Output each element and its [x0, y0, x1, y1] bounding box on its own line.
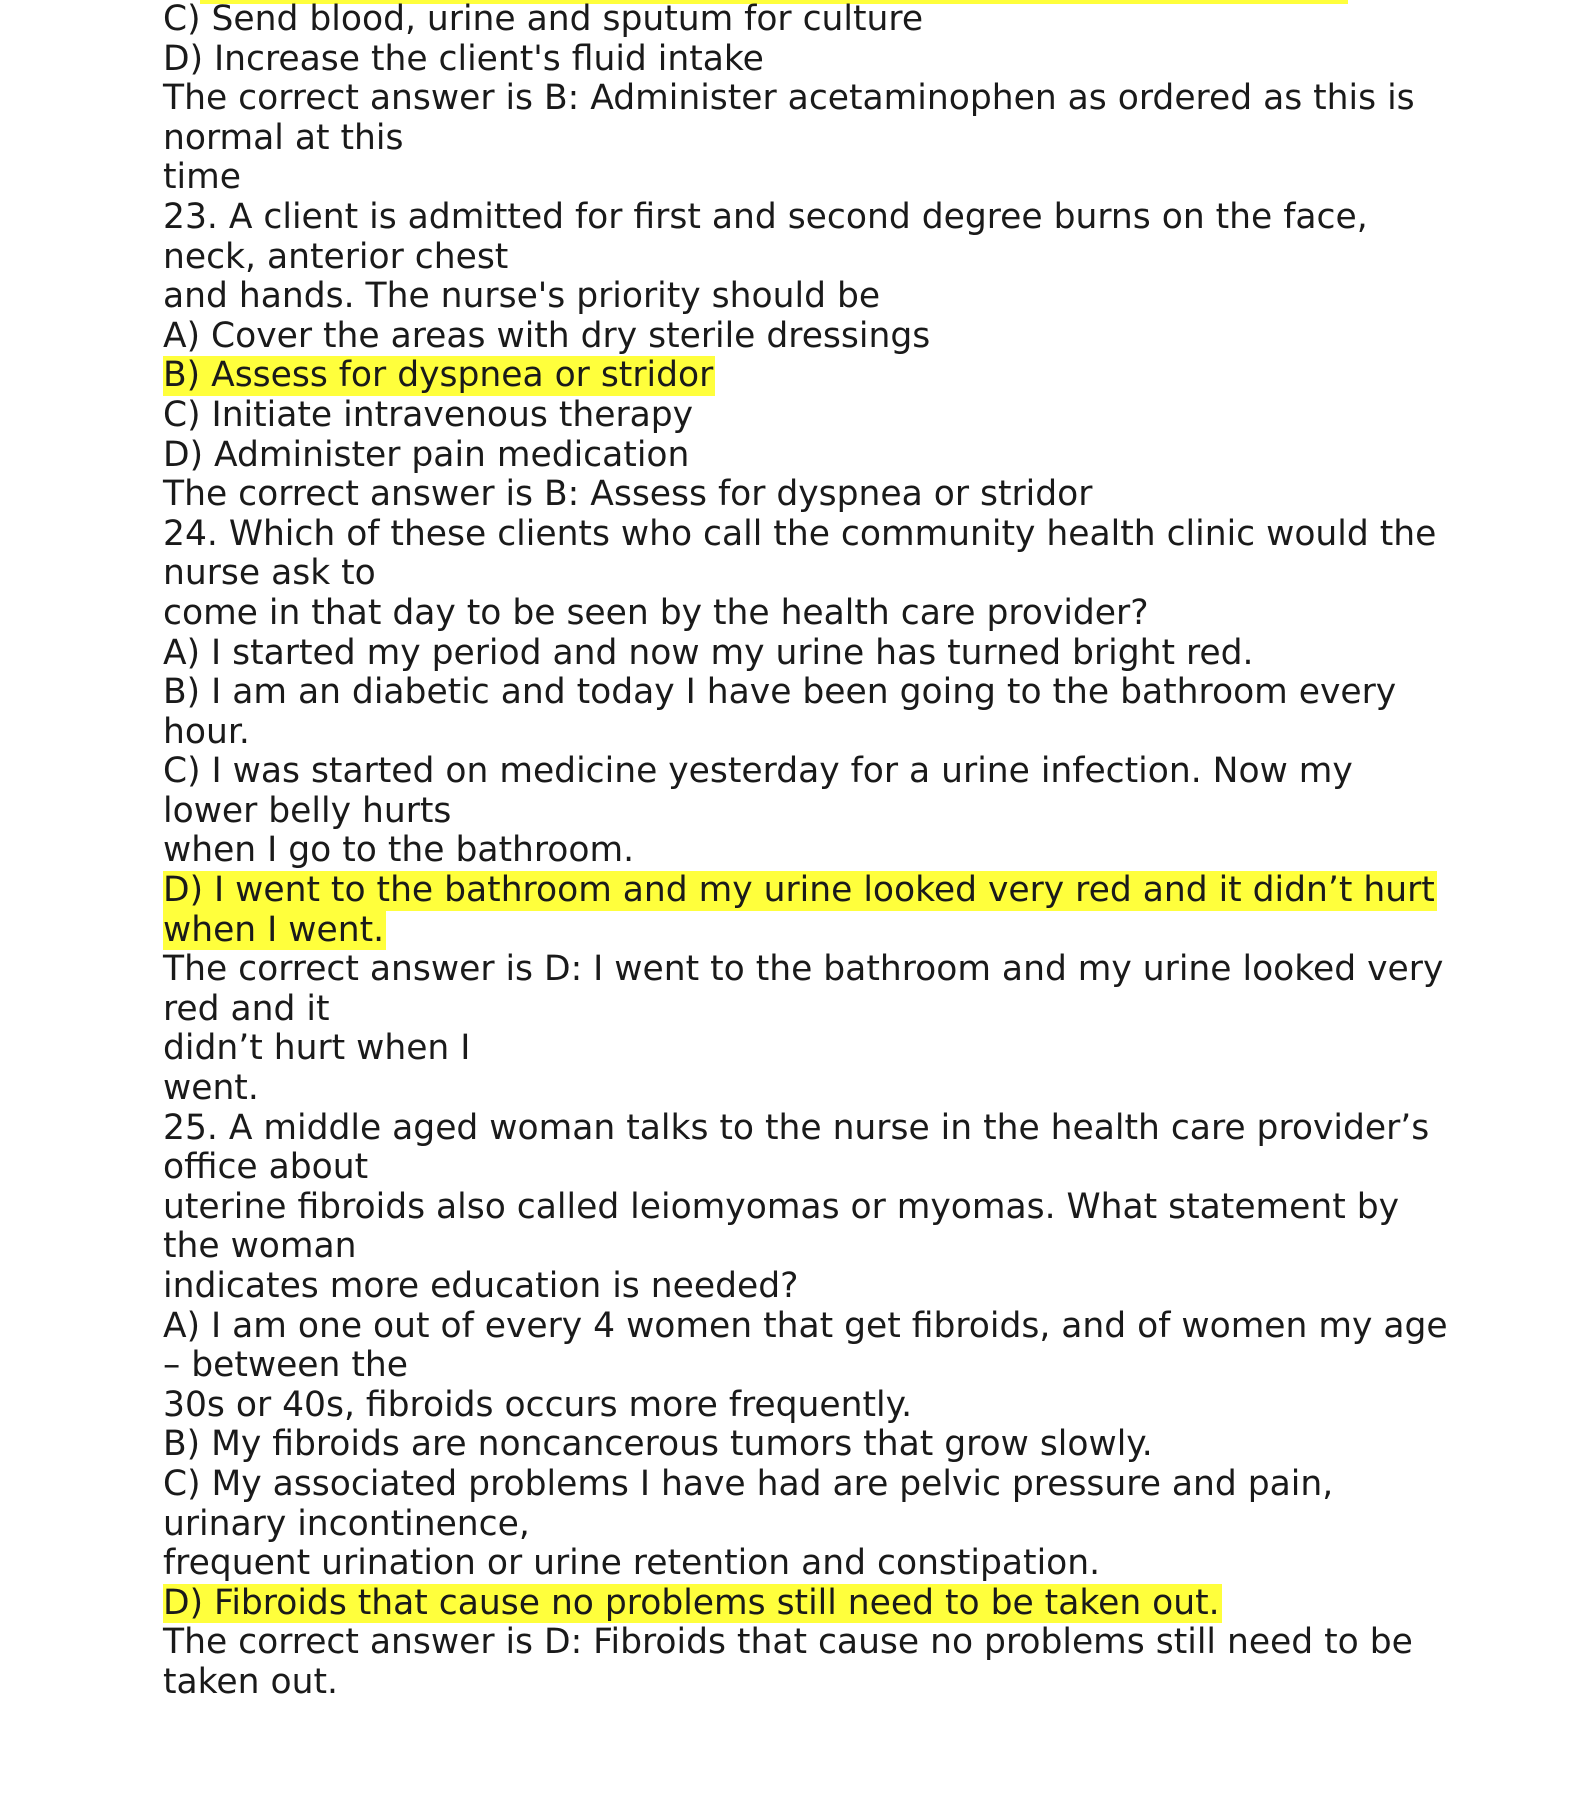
text-line — [163, 1109, 1453, 1149]
text-line — [163, 436, 1453, 476]
document-text-body — [163, 0, 1453, 1703]
line-text: normal at this — [163, 117, 404, 158]
text-line — [163, 158, 1453, 198]
text-line — [163, 0, 1453, 40]
text-line — [163, 1188, 1453, 1228]
text-line — [163, 277, 1453, 317]
line-text: didn’t hurt when I — [163, 1028, 471, 1069]
line-text: nurse ask to — [163, 553, 376, 594]
line-text: The correct answer is B: Assess for dyspnea or stridor — [163, 474, 1093, 515]
line-text: B) I am an diabetic and today I have been going to the bathroom every — [163, 672, 1397, 713]
text-line — [163, 1346, 1453, 1386]
highlighted-answer-line — [163, 911, 1453, 951]
text-line — [163, 1227, 1453, 1267]
line-text: indicates more education is needed? — [163, 1266, 799, 1306]
text-line — [163, 1148, 1453, 1188]
line-text: neck, anterior chest — [163, 236, 509, 277]
line-text: hour. — [163, 711, 250, 752]
text-line — [163, 475, 1453, 515]
line-text: time — [163, 157, 241, 198]
text-line — [163, 119, 1453, 159]
text-line — [163, 238, 1453, 278]
line-text: The correct answer is D: I went to the bathroom and my urine looked very — [163, 949, 1444, 990]
text-line — [163, 673, 1453, 713]
line-text: D) Increase the client's fluid intake — [163, 38, 764, 79]
text-line — [163, 1267, 1453, 1307]
text-line — [163, 1623, 1453, 1663]
text-line — [163, 1069, 1453, 1109]
line-text: The correct answer is D: Fibroids that cause no problems still need to be — [163, 1622, 1413, 1663]
line-text: D) Fibroids that cause no problems still need to be taken out. — [163, 1582, 1220, 1623]
line-text: 25. A middle aged woman talks to the nurse in the health care provider’s — [163, 1107, 1430, 1148]
line-text: 30s or 40s, fibroids occurs more frequently. — [163, 1384, 913, 1425]
line-text: The correct answer is B: Administer acetaminophen as ordered as this is — [163, 78, 1415, 119]
text-line — [163, 713, 1453, 753]
line-text: B) My fibroids are noncancerous tumors that grow slowly. — [163, 1424, 1153, 1465]
line-text: red and it — [163, 988, 330, 1029]
text-line — [163, 1425, 1453, 1465]
line-text: 23. A client is admitted for first and second degree burns on the face, — [163, 196, 1368, 237]
text-line — [163, 198, 1453, 238]
line-text: C) Send blood, urine and sputum for culture — [163, 0, 924, 39]
line-text: C) My associated problems I have had are pelvic pressure and pain, — [163, 1463, 1334, 1504]
text-line — [163, 792, 1453, 832]
line-text: B) Assess for dyspnea or stridor — [163, 355, 714, 396]
line-text: and hands. The nurse's priority should be — [163, 276, 881, 317]
highlighted-answer-line — [163, 871, 1453, 911]
line-text: come in that day to be seen by the health care provider? — [163, 592, 1149, 633]
text-line — [163, 1029, 1453, 1069]
line-text: office about — [163, 1147, 369, 1188]
line-text: – between the — [163, 1345, 408, 1386]
text-line — [163, 950, 1453, 990]
line-text: C) Initiate intravenous therapy — [163, 394, 694, 435]
text-line — [163, 40, 1453, 80]
line-text: A) I am one out of every 4 women that get fibroids, and of women my age — [163, 1305, 1448, 1346]
line-text: when I go to the bathroom. — [163, 830, 635, 871]
text-line — [163, 634, 1453, 674]
text-line — [163, 1465, 1453, 1505]
text-line — [163, 1505, 1453, 1545]
text-line — [163, 831, 1453, 871]
text-line — [163, 554, 1453, 594]
text-line — [163, 752, 1453, 792]
line-text: A) I started my period and now my urine has turned bright red. — [163, 632, 1254, 673]
line-text: D) Administer pain medication — [163, 434, 690, 475]
text-line — [163, 317, 1453, 357]
line-text: A) Cover the areas with dry sterile dressings — [163, 315, 931, 356]
text-line — [163, 79, 1453, 119]
text-line — [163, 1663, 1453, 1703]
highlighted-answer-line — [163, 356, 1453, 396]
line-text: lower belly hurts — [163, 790, 452, 831]
line-text: D) I went to the bathroom and my urine looked very red and it didn’t hurt — [163, 870, 1435, 911]
text-line — [163, 594, 1453, 634]
text-line — [163, 515, 1453, 555]
line-text: uterine fibroids also called leiomyomas or myomas. What statement by — [163, 1186, 1400, 1227]
line-text: C) I was started on medicine yesterday for a urine infection. Now my — [163, 751, 1353, 792]
text-line — [163, 1307, 1453, 1347]
line-text: 24. Which of these clients who call the community health clinic would the — [163, 513, 1437, 554]
line-text: the woman — [163, 1226, 357, 1267]
text-line — [163, 1544, 1453, 1584]
highlighted-answer-line — [163, 1584, 1453, 1624]
text-line — [163, 990, 1453, 1030]
line-text: when I went. — [163, 909, 385, 950]
line-text: went. — [163, 1068, 259, 1109]
text-line — [163, 396, 1453, 436]
text-line — [163, 1386, 1453, 1426]
line-text: taken out. — [163, 1661, 338, 1702]
line-text: urinary incontinence, — [163, 1503, 530, 1544]
line-text: frequent urination or urine retention and constipation. — [163, 1543, 1101, 1584]
